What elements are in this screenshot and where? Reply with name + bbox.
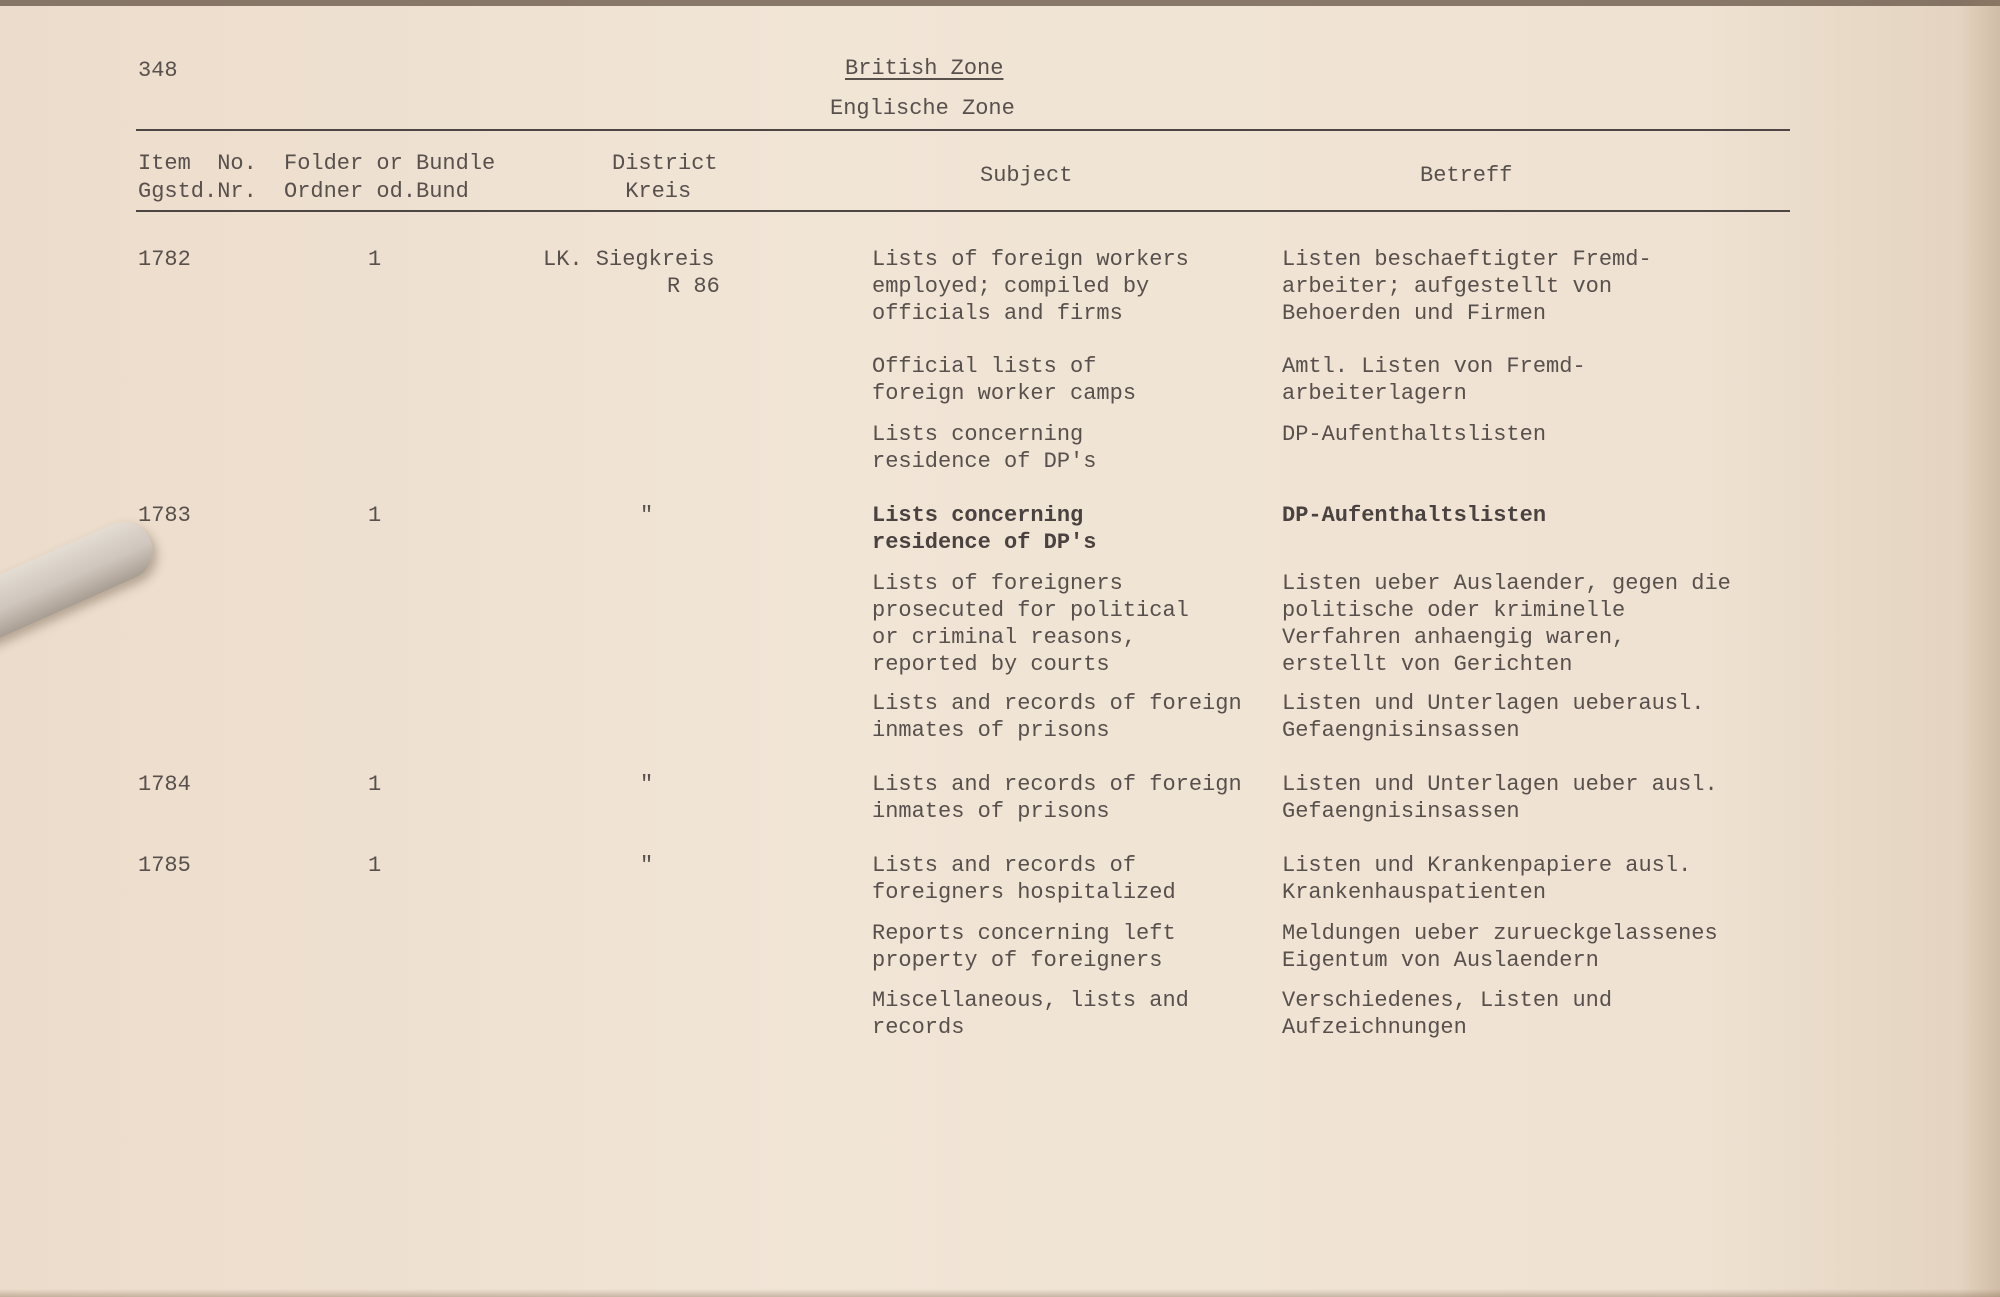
- subject-entry: Lists and records of foreign inmates of prisons: [872, 691, 1242, 743]
- district-ditto: ": [640, 503, 654, 528]
- page-subtitle: Englische Zone: [830, 96, 1015, 121]
- betreff-entry: DP-Aufenthaltslisten: [1282, 422, 1547, 447]
- betreff-entry: Listen ueber Auslaender, gegen die politische oder kriminelle Verfahren anhaengig waren, erstellt von Gerichten: [1282, 571, 1731, 677]
- subject-entry: Miscellaneous, lists and records: [872, 988, 1189, 1040]
- page-bottom-edge: [0, 1289, 2000, 1297]
- item-number: 1785: [138, 853, 191, 878]
- column-header-item: Item No. Ggstd.Nr.: [138, 151, 257, 204]
- betreff-entry: Listen beschaeftigter Fremd- arbeiter; aufgestellt von Behoerden und Firmen: [1282, 247, 1652, 326]
- column-header-folder: Folder or Bundle Ordner od.Bund: [284, 151, 496, 204]
- folder-count: 1: [368, 772, 382, 797]
- betreff-entry: Verschiedenes, Listen und Aufzeichnungen: [1282, 988, 1613, 1040]
- betreff-entry: Listen und Krankenpapiere ausl. Krankenhauspatienten: [1282, 853, 1692, 905]
- pen-pointer-object: [0, 513, 162, 660]
- column-header-district: District Kreis: [612, 151, 718, 204]
- folder-count: 1: [368, 503, 382, 528]
- page-title: British Zone: [845, 56, 1004, 81]
- page-top-edge: [0, 0, 2000, 6]
- betreff-entry: Listen und Unterlagen ueber ausl. Gefaengnisinsassen: [1282, 772, 1718, 824]
- subject-entry: Lists of foreign workers employed; compiled by officials and firms: [872, 247, 1189, 326]
- district-ditto: ": [640, 772, 654, 797]
- column-header-betreff: Betreff: [1420, 163, 1513, 188]
- item-number: 1784: [138, 772, 191, 797]
- subject-entry: Lists concerning residence of DP's: [872, 422, 1097, 474]
- page-number: 348: [138, 58, 178, 83]
- subject-entry: Lists of foreigners prosecuted for political or criminal reasons, reported by courts: [872, 571, 1189, 677]
- betreff-entry: Meldungen ueber zurueckgelassenes Eigentum von Auslaendern: [1282, 921, 1718, 973]
- subject-entry: Reports concerning left property of foreigners: [872, 921, 1176, 973]
- district: LK. Siegkreis: [543, 247, 715, 272]
- page-right-edge: [1960, 0, 2000, 1297]
- header-bottom-rule: [136, 210, 1790, 212]
- betreff-entry: Listen und Unterlagen ueberausl. Gefaengnisinsassen: [1282, 691, 1705, 743]
- folder-count: 1: [368, 247, 382, 272]
- column-header-subject: Subject: [980, 163, 1073, 188]
- subject-entry: Lists and records of foreign inmates of prisons: [872, 772, 1242, 824]
- district-code: R 86: [667, 274, 720, 299]
- subject-entry: Lists and records of foreigners hospitalized: [872, 853, 1176, 905]
- subject-entry: Official lists of foreign worker camps: [872, 354, 1137, 406]
- subject-entry: Lists concerning residence of DP's: [872, 503, 1097, 555]
- item-number: 1783: [138, 503, 191, 528]
- folder-count: 1: [368, 853, 382, 878]
- header-top-rule: [136, 129, 1790, 131]
- betreff-entry: Amtl. Listen von Fremd- arbeiterlagern: [1282, 354, 1586, 406]
- district-ditto: ": [640, 853, 654, 878]
- betreff-entry: DP-Aufenthaltslisten: [1282, 503, 1547, 528]
- item-number: 1782: [138, 247, 191, 272]
